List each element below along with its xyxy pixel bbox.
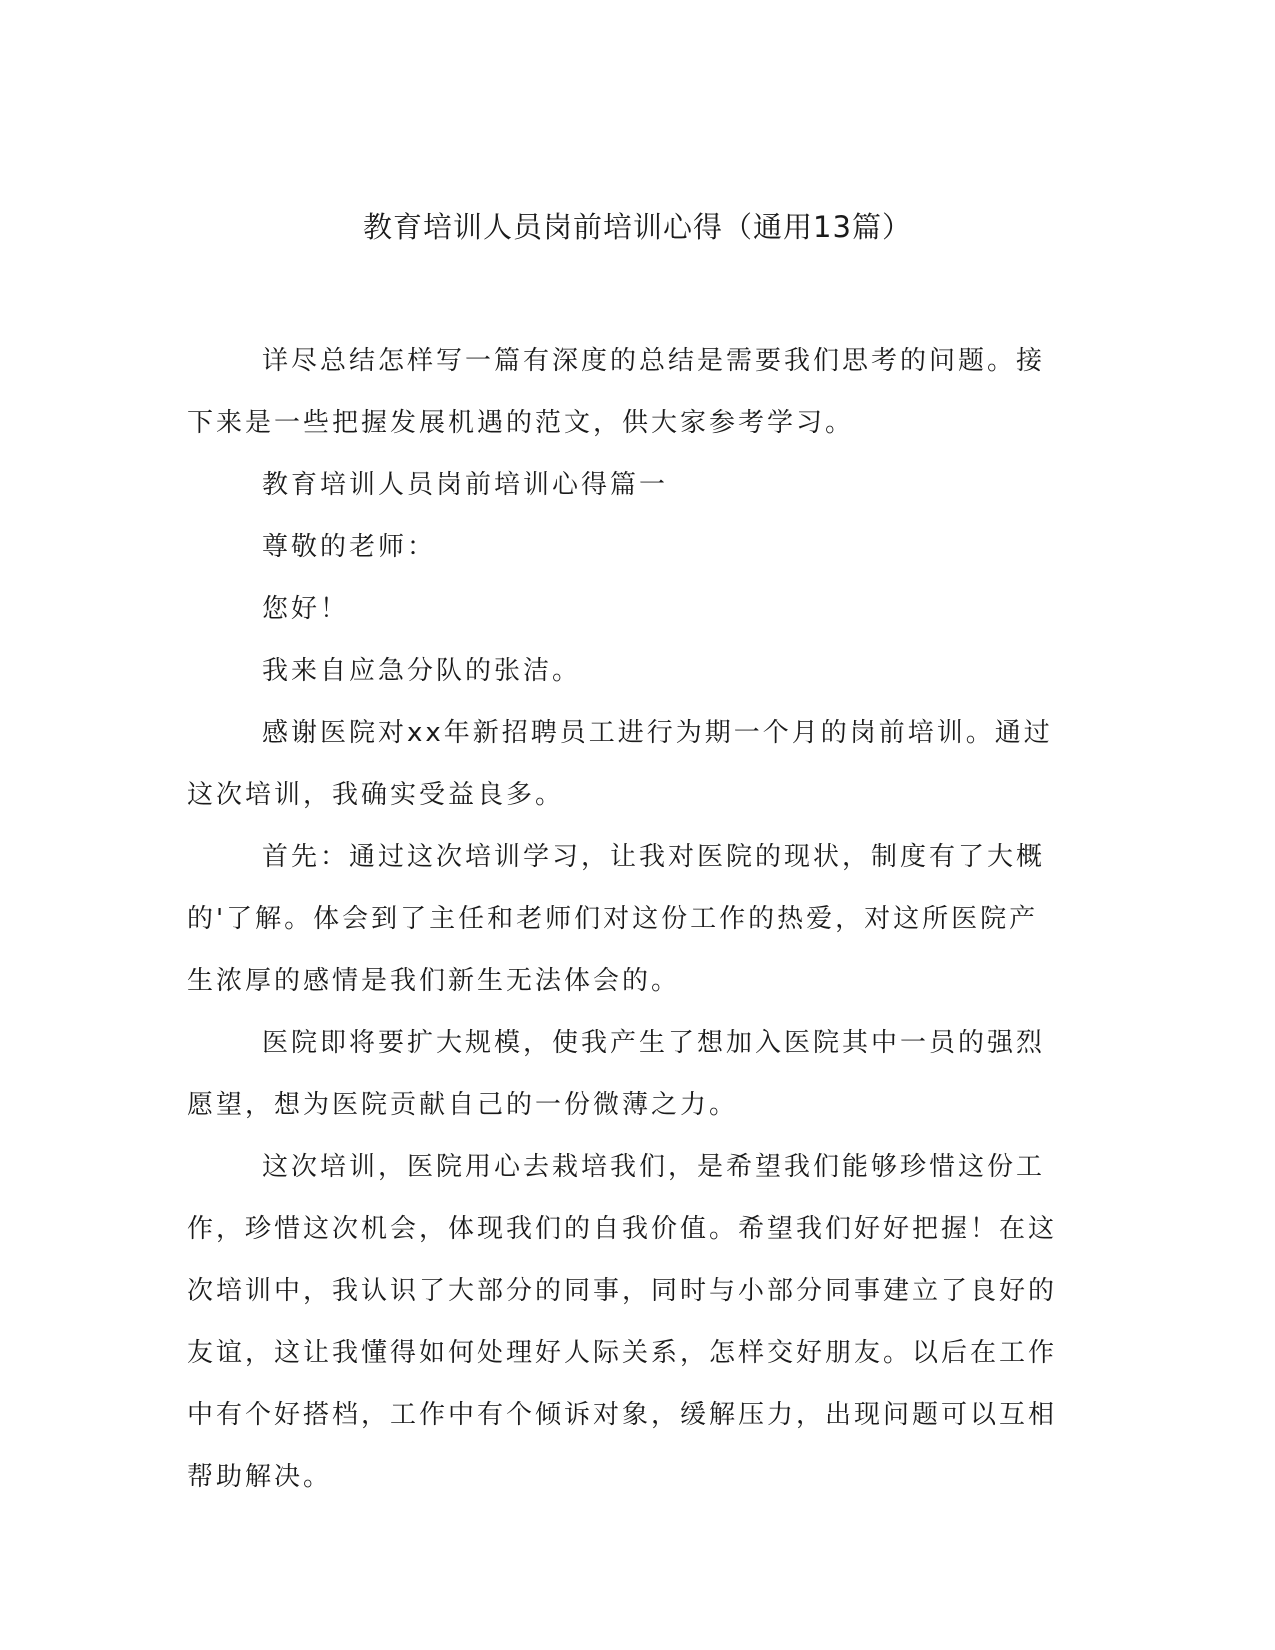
paragraph-thanks: 感谢医院对xx年新招聘员工进行为期一个月的岗前培训。通过这次培训，我确实受益良多。 <box>187 718 1053 810</box>
paragraph-self-intro: 我来自应急分队的张洁。 <box>262 656 582 686</box>
paragraph-training: 这次培训，医院用心去栽培我们，是希望我们能够珍惜这份工作，珍惜这次机会，体现我们的自我价值。希望我们好好把握！在这次培训中，我认识了大部分的同事，同时与小部分同事建立了良好的友谊，这让我懂得如何处理好人际关系，怎样交好朋友。以后在工作中有个好搭档，工作中有个倾诉对象，缓解压力，出现问题可以互相帮助解决。 <box>187 1152 1058 1492</box>
document-title: 教育培训人员岗前培训心得（通用13篇） <box>363 210 912 244</box>
document-body <box>187 330 1067 1508</box>
salutation: 尊敬的老师： <box>262 532 437 562</box>
paragraph-first: 首先：通过这次培训学习，让我对医院的现状，制度有了大概的'了解。体会到了主任和老师们对这份工作的热爱，对这所医院产生浓厚的感情是我们新生无法体会的。 <box>187 842 1046 996</box>
greeting: 您好！ <box>262 594 350 624</box>
paragraph-intro: 详尽总结怎样写一篇有深度的总结是需要我们思考的问题。接下来是一些把握发展机遇的范文，供大家参考学习。 <box>187 346 1046 438</box>
paragraph-expansion: 医院即将要扩大规模，使我产生了想加入医院其中一员的强烈愿望，想为医院贡献自己的一份微薄之力。 <box>187 1028 1046 1120</box>
section-heading: 教育培训人员岗前培训心得篇一 <box>262 470 669 500</box>
